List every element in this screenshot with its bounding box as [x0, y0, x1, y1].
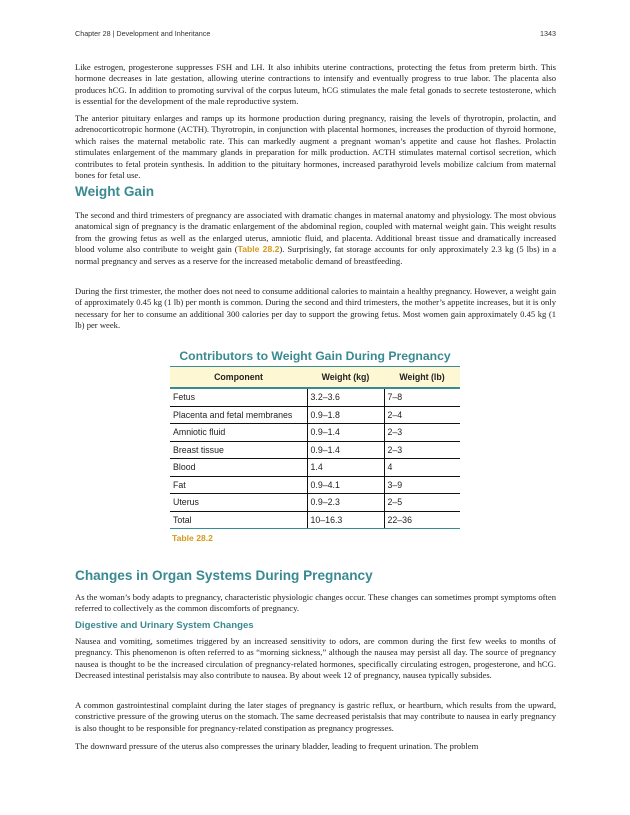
table-cell: Amniotic fluid	[170, 424, 307, 442]
column-header: Component	[170, 367, 307, 389]
table-cell: 0.9–1.8	[307, 406, 384, 424]
weight-gain-table	[170, 366, 460, 529]
table-reference-link[interactable]: Table 28.2	[237, 244, 280, 255]
organ-systems-heading: Changes in Organ Systems During Pregnancy	[75, 568, 373, 583]
table-cell: 22–36	[384, 511, 460, 529]
table-cell: 1.4	[307, 459, 384, 477]
paragraph-weight-gain: The second and third trimesters of pregnancy are associated with dramatic changes in maternal anatomy and physiology. The most obvious anatomical sign of pregnancy is the dramatic enlargement of the abdominal region, coupled with maternal weight gain. This weight results from the growing fetus as well as the enlarged uterus, amniotic fluid, and placenta. Additional breast tissue and dramatically increased blood volume also contribute to weight gain (Table 28.2). Surprisingly, fat storage accounts for only approximately 2.3 kg (5 lbs) in a normal pregnancy and serves as a reserve for the increased metabolic demand of breastfeeding.	[75, 210, 557, 266]
paragraph-estrogen: Like estrogen, progesterone suppresses FSH and LH. It also inhibits uterine contractions, protecting the fetus from preterm birth. This hormone decreases in late gestation, allowing uterine contractions to intensify and eventually progress to true labor. The placenta also produces hCG. In addition to promoting survival of the corpus luteum, hCG stimulates the male fetal gonads to secrete testosterone, which is essential for the development of the male reproductive system.	[75, 62, 556, 107]
table-cell: 10–16.3	[307, 511, 384, 529]
table-cell: 7–8	[384, 388, 460, 406]
table-row	[170, 388, 460, 406]
table-cell: Fat	[170, 476, 307, 494]
table-cell: 2–3	[384, 441, 460, 459]
weight-gain-heading: Weight Gain	[75, 184, 155, 199]
column-header: Weight (kg)	[307, 367, 384, 389]
paragraph-pituitary: The anterior pituitary enlarges and ramps up its hormone production during pregnancy, raising the levels of thyrotropin, prolactin, and adrenocorticotropic hormone (ACTH). Thyrotropin, in conjunction with placental hormones, increases the production of thyroid hormone, which raises the maternal metabolic rate. This can markedly augment a pregnant woman’s appetite and cause hot flashes. Prolactin stimulates enlargement of the mammary glands in preparation for milk production. ACTH stimulates maternal cortisol secretion, which contributes to fetal protein synthesis. In addition to the pituitary hormones, increased parathyroid levels mobilize calcium from maternal bones for fetal use.	[75, 113, 556, 181]
table-header-row	[170, 367, 460, 389]
paragraph-nausea: Nausea and vomiting, sometimes triggered by an increased sensitivity to odors, are common during the first few weeks to months of pregnancy. This phenomenon is often referred to as “morning sickness,” although the nausea may persist all day. The source of pregnancy nausea is thought to be the increased circulation of pregnancy-related hormones, specifically circulating estrogen, progesterone, and hCG. Decreased intestinal peristalsis may also contribute to nausea. By about week 12 of pregnancy, nausea typically subsides.	[75, 636, 556, 681]
paragraph-reflux: A common gastrointestinal complaint during the later stages of pregnancy is gastric reflux, or heartburn, which results from the upward, constrictive pressure of the growing uterus on the stomach. The same decreased peristalsis that may contribute to nausea in early pregnancy is also thought to be responsible for pregnancy-related constipation as pregnancy progresses.	[75, 700, 556, 733]
table-cell: 3.2–3.6	[307, 388, 384, 406]
table-row	[170, 511, 460, 529]
paragraph-adaptation: As the woman’s body adapts to pregnancy, characteristic physiologic changes occur. These changes can sometimes prompt symptoms often referred to collectively as the common discomforts of pregnancy.	[75, 592, 556, 614]
table-row	[170, 424, 460, 442]
paragraph-calories: During the first trimester, the mother does not need to consume additional calories to maintain a healthy pregnancy. However, a weight gain of approximately 0.45 kg (1 lb) per month is common. During the second and third trimesters, the mother’s appetite increases, but it is only necessary for her to consume an additional 300 calories per day to support the growing fetus. Most women gain approximately 0.45 kg (1 lb) per week.	[75, 286, 556, 331]
page-number: 1343	[540, 29, 556, 38]
chapter-title: Chapter 28 | Development and Inheritance	[75, 29, 211, 38]
table-row	[170, 441, 460, 459]
table-caption: Table 28.2	[172, 533, 213, 543]
column-header: Weight (lb)	[384, 367, 460, 389]
table-row	[170, 406, 460, 424]
table-cell: Fetus	[170, 388, 307, 406]
table-cell: Blood	[170, 459, 307, 477]
paragraph-urination: The downward pressure of the uterus also compresses the urinary bladder, leading to frequent urination. The problem	[75, 741, 479, 751]
running-header	[75, 29, 556, 38]
digestive-urinary-subheading: Digestive and Urinary System Changes	[75, 620, 254, 631]
table-cell: 0.9–4.1	[307, 476, 384, 494]
table-cell: 0.9–1.4	[307, 424, 384, 442]
table-cell: 2–5	[384, 494, 460, 512]
table-cell: 3–9	[384, 476, 460, 494]
table-cell: 0.9–1.4	[307, 441, 384, 459]
table-cell: Placenta and fetal membranes	[170, 406, 307, 424]
table-cell: 4	[384, 459, 460, 477]
table-title: Contributors to Weight Gain During Pregnancy	[179, 349, 451, 363]
table-cell: 0.9–2.3	[307, 494, 384, 512]
table-cell: 2–3	[384, 424, 460, 442]
table-row	[170, 459, 460, 477]
table-cell: 2–4	[384, 406, 460, 424]
table-row	[170, 494, 460, 512]
table-row	[170, 476, 460, 494]
table-cell: Uterus	[170, 494, 307, 512]
table-cell: Breast tissue	[170, 441, 307, 459]
table-cell: Total	[170, 511, 307, 529]
